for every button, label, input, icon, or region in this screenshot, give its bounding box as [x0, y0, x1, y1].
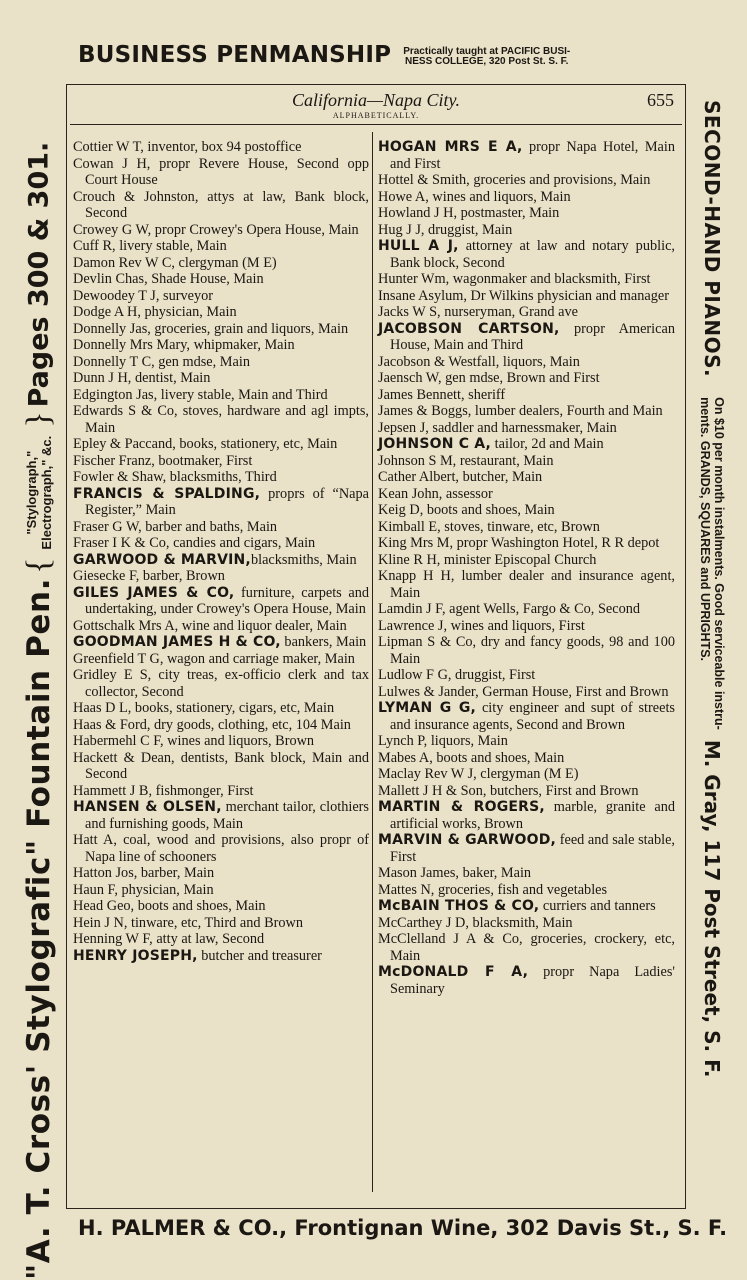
entry-text: Damon Rev W C, clergyman (M E) — [73, 254, 277, 271]
directory-entry — [378, 931, 675, 964]
entry-text: Dewoodey T J, surveyor — [73, 287, 214, 304]
entry-text: Mallett J H & Son, butchers, First and Brown — [378, 782, 639, 799]
entry-text: Giesecke F, barber, Brown — [73, 568, 225, 584]
entry-text: Edgington Jas, livery stable, Main and Third — [73, 386, 328, 403]
directory-entry — [378, 304, 675, 321]
directory-entry — [73, 453, 369, 470]
directory-entry — [378, 238, 675, 271]
entry-name-bold: HOGAN MRS E A, — [378, 139, 523, 155]
entry-text: Lawrence J, wines and liquors, First — [378, 617, 585, 634]
entry-text: propr Napa Hotel, Main and First — [390, 139, 675, 172]
page-number: 655 — [647, 90, 674, 110]
entry-text: Hackett & Dean, dentists, Bank block, Main and Second — [73, 749, 369, 782]
directory-entry — [378, 403, 675, 420]
directory-entry — [378, 370, 675, 387]
entry-text: butcher and treasurer — [197, 947, 322, 964]
directory-entry — [378, 222, 675, 239]
directory-entry — [73, 337, 369, 354]
entry-text: Jepsen J, saddler and harnessmaker, Main — [378, 419, 617, 436]
directory-entry — [378, 750, 675, 767]
page-header — [66, 88, 686, 122]
entry-text: Jacks W S, nurseryman, Grand ave — [378, 304, 578, 320]
directory-entry — [378, 189, 675, 206]
directory-entry — [378, 552, 675, 569]
right-ad-line-2: ments. GRANDS, SQUARES and UPRIGHTS. — [698, 397, 712, 662]
directory-entry — [73, 370, 369, 387]
left-ad-brace-icon: { — [20, 557, 57, 574]
entry-text: McCarthey J D, blacksmith, Main — [378, 914, 573, 931]
directory-entry — [378, 618, 675, 635]
top-ad-headline: BUSINESS PENMANSHIP — [78, 42, 392, 68]
directory-entry — [73, 799, 369, 832]
entry-name-bold: HANSEN & OLSEN, — [73, 799, 222, 815]
directory-entry — [73, 387, 369, 404]
directory-entry — [73, 733, 369, 750]
top-ad-line-2: NESS COLLEGE, 320 Post St. S. F. — [405, 56, 569, 67]
directory-entry — [73, 436, 369, 453]
directory-entry — [378, 865, 675, 882]
entry-text: Head Geo, boots and shoes, Main — [73, 898, 266, 914]
entry-text: Cuff R, livery stable, Main — [73, 238, 227, 254]
directory-entry — [73, 915, 369, 932]
directory-entry — [378, 634, 675, 667]
left-ad-brace-icon-2: } — [20, 411, 57, 428]
directory-entry — [378, 915, 675, 932]
right-advertisement — [690, 100, 734, 1210]
directory-entry — [378, 964, 675, 997]
entry-name-bold: JACOBSON CARTSON, — [378, 320, 560, 337]
entry-text: furniture, carpets and undertaking, under Crowey's Opera House, Main — [85, 584, 369, 617]
directory-entry — [73, 882, 369, 899]
directory-entry — [378, 387, 675, 404]
entry-text: Henning W F, atty at law, Second — [73, 931, 265, 947]
left-ad-headline: "A. T. Cross' Stylografic" Fountain Pen. — [21, 577, 57, 1280]
column-divider — [372, 132, 373, 1192]
right-ad-line-1: On $10 per month instalments. Good serviceable instru- — [712, 397, 726, 730]
entry-name-bold: GOODMAN JAMES H & CO, — [73, 634, 281, 650]
entry-text: Lamdin J F, agent Wells, Fargo & Co, Second — [378, 601, 641, 617]
entry-text: Hammett J B, fishmonger, First — [73, 782, 254, 799]
entry-text: Knapp H H, lumber dealer and insurance agent, Main — [378, 568, 675, 601]
entry-text: Cottier W T, inventor, box 94 postoffice — [73, 139, 302, 155]
entry-text: Epley & Paccand, books, stationery, etc, Main — [73, 436, 338, 452]
directory-entry — [378, 766, 675, 783]
entry-text: Hug J J, druggist, Main — [378, 221, 513, 238]
directory-entry — [73, 519, 369, 536]
entry-text: Habermehl C F, wines and liquors, Brown — [73, 733, 315, 749]
entry-name-bold: MARVIN & GARWOOD, — [378, 832, 557, 848]
entry-text: Gottschalk Mrs A, wine and liquor dealer, Main — [73, 617, 347, 634]
entry-text: Donnelly Mrs Mary, whipmaker, Main — [73, 337, 295, 353]
entry-text: Hottel & Smith, groceries and provisions, Main — [378, 172, 651, 188]
directory-entry — [73, 568, 369, 585]
entry-text: Kimball E, stoves, tinware, etc, Brown — [378, 518, 600, 535]
directory-entry — [378, 700, 675, 733]
entry-text: Haas & Ford, dry goods, clothing, etc, 104 Main — [73, 716, 351, 733]
entry-text: Dodge A H, physician, Main — [73, 304, 237, 320]
top-advertisement — [78, 36, 678, 76]
entry-text: marble, granite and artificial works, Brown — [390, 799, 676, 832]
entry-text: propr Napa Ladies' Seminary — [390, 964, 676, 997]
directory-entry — [73, 931, 369, 948]
directory-entry — [73, 222, 369, 239]
entry-name-bold: GARWOOD & MARVIN, — [73, 551, 251, 568]
entry-text: James & Boggs, lumber dealers, Fourth and Main — [378, 403, 663, 419]
directory-entry — [378, 519, 675, 536]
directory-entry — [73, 783, 369, 800]
entry-text: Kline R H, minister Episcopal Church — [378, 551, 597, 568]
directory-entry — [378, 469, 675, 486]
entry-text: Donnelly T C, gen mdse, Main — [73, 353, 250, 370]
right-ad-headline: SECOND-HAND PIANOS. — [700, 100, 724, 378]
entry-name-bold: MARTIN & ROGERS, — [378, 799, 545, 815]
directory-entry — [73, 486, 369, 519]
entry-text: Insane Asylum, Dr Wilkins physician and manager — [378, 287, 669, 304]
entry-text: Fischer Franz, bootmaker, First — [73, 452, 253, 469]
entry-text: curriers and tanners — [539, 898, 656, 914]
entry-name-bold: McBAIN THOS & CO, — [378, 898, 540, 914]
top-ad-detail — [403, 47, 570, 67]
directory-entry — [378, 453, 675, 470]
directory-entry — [378, 832, 675, 865]
entry-text: Lynch P, liquors, Main — [378, 733, 508, 749]
entry-text: propr American House, Main and Third — [390, 320, 675, 353]
entry-text: Mattes N, groceries, fish and vegetables — [378, 881, 608, 898]
directory-entry — [378, 172, 675, 189]
left-ad-pages: Pages 300 & 301. — [23, 141, 55, 408]
directory-entry — [73, 948, 369, 965]
directory-entry — [378, 288, 675, 305]
entry-text: Mabes A, boots and shoes, Main — [378, 749, 565, 766]
bottom-advertisement: H. PALMER & CO., Frontignan Wine, 302 Davis St., S. F. — [78, 1216, 728, 1240]
entry-text: Keig D, boots and shoes, Main — [378, 502, 555, 518]
entry-name-bold: McDONALD F A, — [378, 964, 529, 980]
directory-entry — [378, 535, 675, 552]
entry-text: Gridley E S, city treas, ex-officio clerk and tax collector, Second — [73, 667, 369, 700]
entry-text: Kean John, assessor — [378, 485, 493, 502]
entry-text: James Bennett, sheriff — [378, 386, 506, 403]
entry-text: Crowey G W, propr Crowey's Opera House, Main — [73, 221, 359, 238]
entry-text: Cowan J H, propr Revere House, Second opp Court House — [73, 155, 369, 188]
directory-entry — [73, 403, 369, 436]
entry-text: Jacobson & Westfall, liquors, Main — [378, 353, 580, 370]
entry-text: Lipman S & Co, dry and fancy goods, 98 and 100 Main — [378, 634, 675, 667]
entry-name-bold: GILES JAMES & CO, — [73, 584, 235, 601]
entry-text: feed and sale stable, First — [390, 832, 675, 865]
directory-entry — [378, 783, 675, 800]
entry-text: merchant tailor, clothiers and furnishing goods, Main — [85, 799, 369, 832]
directory-entry — [378, 139, 675, 172]
left-ad-stack-2: Electrograph," &c. — [39, 435, 54, 550]
directory-entry — [73, 304, 369, 321]
left-column — [73, 139, 369, 964]
directory-entry — [73, 865, 369, 882]
directory-entry — [73, 189, 369, 222]
entry-text: Dunn J H, dentist, Main — [73, 370, 211, 386]
right-ad-address: M. Gray, 117 Post Street, S. F. — [700, 739, 724, 1078]
entry-text: Edwards S & Co, stoves, hardware and agl impts, Main — [73, 403, 369, 436]
directory-entry — [73, 717, 369, 734]
directory-entry — [378, 205, 675, 222]
directory-entry — [73, 354, 369, 371]
entry-name-bold: HULL A J, — [378, 238, 459, 254]
entry-text: Hatton Jos, barber, Main — [73, 865, 215, 881]
entry-text: Devlin Chas, Shade House, Main — [73, 271, 264, 287]
entry-text: city engineer and supt of streets and insurance agents, Second and Brown — [390, 700, 675, 733]
entry-text: King Mrs M, propr Washington Hotel, R R depot — [378, 535, 660, 551]
directory-entry — [73, 271, 369, 288]
entry-text: tailor, 2d and Main — [491, 436, 604, 452]
entry-text: bankers, Main — [280, 634, 367, 650]
directory-entry — [73, 288, 369, 305]
entry-text: Hatt A, coal, wood and provisions, also propr of Napa line of schooners — [73, 832, 369, 865]
top-ad-line-1: Practically taught at PACIFIC BUSI- — [403, 46, 571, 57]
right-column — [378, 139, 675, 997]
directory-entry — [378, 601, 675, 618]
entry-text: Fraser G W, barber and baths, Main — [73, 518, 278, 535]
directory-entry — [378, 898, 675, 915]
directory-entry — [378, 502, 675, 519]
entry-text: Hunter Wm, wagonmaker and blacksmith, First — [378, 271, 651, 287]
directory-entry — [73, 618, 369, 635]
entry-text: Haas D L, books, stationery, cigars, etc, Main — [73, 700, 335, 716]
page-title: California—Napa City. — [291, 90, 461, 110]
entry-text: Ludlow F G, druggist, First — [378, 667, 536, 683]
directory-entry — [73, 750, 369, 783]
directory-entry — [73, 139, 369, 156]
right-ad-detail — [698, 397, 726, 730]
entry-text: Haun F, physician, Main — [73, 881, 214, 898]
directory-entry — [73, 832, 369, 865]
directory-entry — [378, 271, 675, 288]
directory-entry — [73, 667, 369, 700]
entry-name-bold: HENRY JOSEPH, — [73, 947, 198, 964]
directory-entry — [73, 469, 369, 486]
directory-entry — [73, 255, 369, 272]
directory-entry — [73, 321, 369, 338]
entry-text: Howe A, wines and liquors, Main — [378, 188, 571, 205]
entry-text: Mason James, baker, Main — [378, 865, 532, 881]
page-subtitle: ALPHABETICALLY. — [332, 111, 420, 120]
left-advertisement — [16, 141, 62, 1280]
directory-entry — [73, 651, 369, 668]
directory-entry — [378, 667, 675, 684]
directory-entry — [378, 486, 675, 503]
directory-entry — [378, 568, 675, 601]
directory-entry — [378, 733, 675, 750]
entry-text: attorney at law and notary public, Bank block, Second — [390, 238, 675, 271]
entry-text: Maclay Rev W J, clergyman (M E) — [378, 766, 579, 782]
entry-text: Crouch & Johnston, attys at law, Bank block, Second — [73, 188, 369, 221]
directory-entry — [378, 684, 675, 701]
header-rule — [70, 124, 682, 125]
directory-entry — [73, 700, 369, 717]
directory-entry — [73, 898, 369, 915]
directory-entry — [73, 156, 369, 189]
entry-name-bold: LYMAN G G, — [378, 700, 477, 716]
entry-text: blacksmiths, Main — [250, 551, 357, 568]
entry-name-bold: FRANCIS & SPALDING, — [73, 485, 261, 502]
entry-text: Hein J N, tinware, etc, Third and Brown — [73, 914, 304, 931]
left-ad-stack-1: "Stylograph," — [24, 450, 39, 535]
entry-name-bold: JOHNSON C A, — [378, 436, 492, 452]
left-ad-stack — [24, 436, 54, 550]
directory-entry — [73, 634, 369, 651]
entry-text: Howland J H, postmaster, Main — [378, 205, 560, 221]
entry-text: Cather Albert, butcher, Main — [378, 469, 543, 485]
entry-text: McClelland J A & Co, groceries, crockery, etc, Main — [378, 931, 675, 964]
directory-entry — [378, 354, 675, 371]
entry-text: Fowler & Shaw, blacksmiths, Third — [73, 469, 277, 485]
entry-text: Greenfield T G, wagon and carriage maker, Main — [73, 650, 355, 667]
directory-entry — [378, 420, 675, 437]
entry-text: Lulwes & Jander, German House, First and Brown — [378, 683, 669, 700]
directory-entry — [378, 321, 675, 354]
entry-text: proprs of “Napa Register,” Main — [85, 485, 369, 518]
entry-text: Donnelly Jas, groceries, grain and liquors, Main — [73, 320, 349, 337]
directory-entry — [73, 535, 369, 552]
entry-text: Johnson S M, restaurant, Main — [378, 452, 554, 469]
directory-entry — [378, 882, 675, 899]
directory-entry — [73, 552, 369, 569]
entry-text: Fraser I K & Co, candies and cigars, Main — [73, 535, 316, 551]
directory-entry — [378, 436, 675, 453]
directory-entry — [73, 585, 369, 618]
directory-entry — [378, 799, 675, 832]
entry-text: Jaensch W, gen mdse, Brown and First — [378, 370, 600, 386]
directory-entry — [73, 238, 369, 255]
